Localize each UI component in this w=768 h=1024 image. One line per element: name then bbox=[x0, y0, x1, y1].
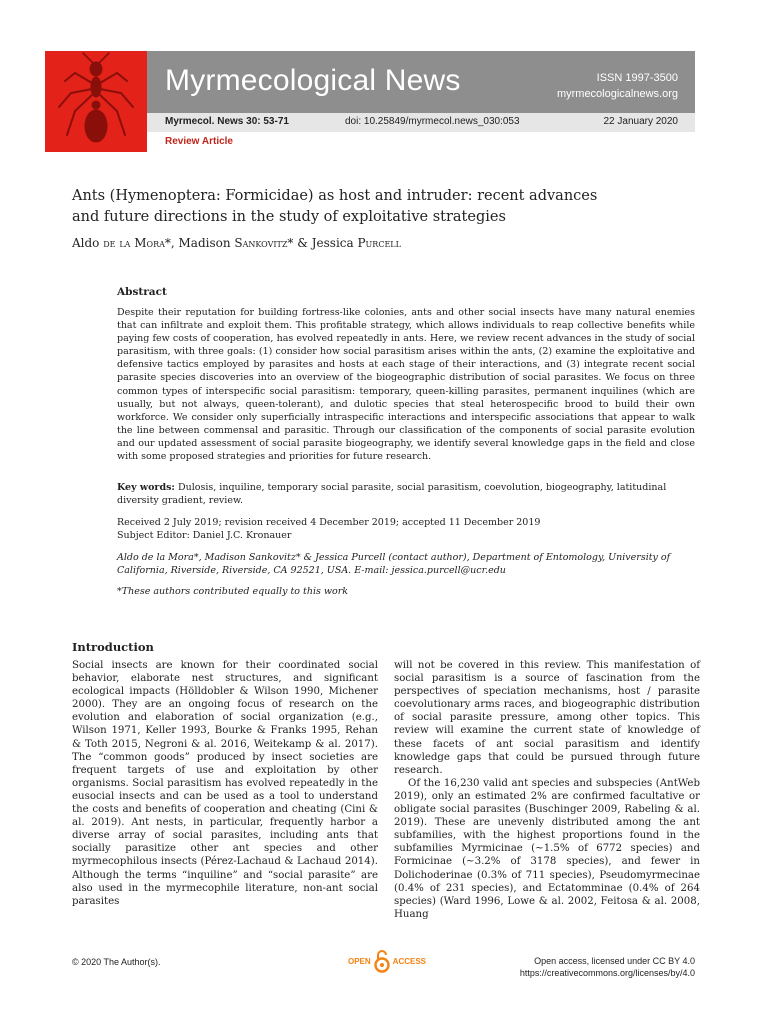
citation: Myrmecol. News 30: 53-71 bbox=[165, 116, 289, 127]
article-title bbox=[72, 186, 692, 228]
doi[interactable]: doi: 10.25849/myrmecol.news_030:053 bbox=[345, 116, 520, 127]
oa-access-label: ACCESS bbox=[392, 956, 427, 966]
author-sep-1: *, Madison bbox=[164, 236, 235, 250]
body-column-right bbox=[394, 659, 700, 921]
article-type: Review Article bbox=[165, 136, 233, 147]
author-sep-2: * & Jessica bbox=[287, 236, 358, 250]
journal-logo-block bbox=[45, 51, 147, 152]
publication-date: 22 January 2020 bbox=[603, 116, 678, 127]
history bbox=[117, 516, 695, 542]
author-list bbox=[72, 236, 401, 250]
abstract-heading: Abstract bbox=[117, 286, 167, 298]
open-access-logo bbox=[348, 948, 426, 974]
intro-paragraph-2: Of the 16,230 valid ant species and subspecies (AntWeb 2019), only an estimated 2% are confirmed facultative or obligate social parasites (Buschinger 2009, Rabeling & al. 2019). These are unevenly distributed among the ant subfamilies, with the highest proportions found in the subfamilies Myrmicinae (~1.5% of 6772 species) and Formicinae (~3.2% of 3178 species), and fewer in Dolichoderinae (0.3% of 711 species), Pseudomyrmecinae (0.4% of 231 species), and Ectatomminae (0.4% of 264 species) (Ward 1996, Lowe & al. 2002, Feitosa & al. 2008, Huang bbox=[394, 777, 700, 920]
journal-website[interactable]: myrmecologicalnews.org bbox=[556, 88, 678, 100]
body-column-left bbox=[72, 659, 378, 908]
keywords-label: Key words: bbox=[117, 482, 175, 493]
ant-logo-icon bbox=[45, 51, 147, 152]
affiliation: Aldo de la Mora*, Madison Sankovitz* & Jessica Purcell (contact author), Department of Entomology, University of California, Riverside, Riverside, CA 92521, USA. E-mail: jessica.purcell@ucr.edu bbox=[117, 552, 671, 577]
journal-title: Myrmecological News bbox=[165, 64, 461, 97]
abstract-text: Despite their reputation for building fortress-like colonies, ants and other social insects have many natural enemies that can infiltrate and exploit them. This profitable strategy, which allows individuals to reap collective benefits while paying few costs of cooperation, has evolved repeatedly in ants. Here, we review recent advances in the study of social parasitism, with three goals: (1) consider how social parasitism arises within the ants, (2) examine the exploitative and defensive tactics employed by parasites and hosts at each stage of their interactions, and (3) integrate recent social parasite species discoveries into an overview of the biogeographic distribution of social parasites. We focus on three common types of interspecific social parasitism: temporary, queen-killing parasites, permanent inquilines (which are usually, but not always, queen-tolerant), and dulotic species that steal heterospecific brood to build their own workforce. We consider only superficially intraspecific interactions and interspecific associations that appear to walk the line between commensal and parasitic. Through our classification of the components of social parasite evolution and our updated assessment of social parasite biogeography, we identify several knowledge gaps in the field and close with some proposed strategies and priorities for future research. bbox=[117, 307, 695, 463]
license-link[interactable]: https://creativecommons.org/licenses/by/4.0 bbox=[519, 968, 695, 978]
received-dates: Received 2 July 2019; revision received 4 December 2019; accepted 11 December 2019 bbox=[117, 517, 541, 528]
open-access-lock-icon bbox=[374, 949, 390, 973]
intro-paragraph-1: Social insects are known for their coordinated social behavior, elaborate nest structures, and significant ecological impacts (Hölldobler & Wilson 1990, Michener 2000). They are an ongoing focus of research on the evolution and elaboration of social organization (e.g., Wilson 1971, Keller 1993, Bourke & Franks 1995, Rehan & Toth 2015, Negroni & al. 2016, Weitekamp & al. 2017). The “common goods” produced by insect societies are frequent targets of use and exploitation by other organisms. Social parasitism has evolved repeatedly in the eusocial insects and can be used as a tool to understand the costs and benefits of cooperation and cheating (Cini & al. 2019). Ant nests, in particular, frequently harbor a diverse array of social parasites, including ants that socially parasitize other ant species and other myrmecophilous insects (Pérez-Lachaud & Lachaud 2014). Although the terms “inquiline” and “social parasite” are also used in the myrmecophile literature, non-ant social parasites bbox=[72, 660, 378, 907]
introduction-heading: Introduction bbox=[72, 640, 154, 654]
copyright: © 2020 The Author(s). bbox=[72, 957, 161, 967]
license-statement: Open access, licensed under CC BY 4.0 bbox=[534, 956, 695, 966]
intro-paragraph-1-cont: will not be covered in this review. This manifestation of social parasitism is a source of fascination from the perspectives of speciation mechanisms, host / parasite coevolutionary arms races, and biogeographic distribution of social parasite pressure, among other topics. This review will examine the current state of knowledge of these facets of ant social parasitism and identify knowledge gaps that could be pursued through future research. bbox=[394, 660, 700, 776]
license bbox=[470, 955, 695, 979]
keywords bbox=[117, 481, 695, 507]
article-title-line-2: and future directions in the study of exploitative strategies bbox=[72, 209, 506, 225]
journal-issn-block bbox=[520, 70, 678, 102]
author-2-last: Sankovitz bbox=[234, 236, 288, 250]
keywords-text: Dulosis, inquiline, temporary social parasite, social parasitism, coevolution, biogeography, latitudinal diversity gradient, review. bbox=[117, 482, 667, 507]
equal-contribution-note: *These authors contributed equally to this work bbox=[117, 586, 349, 597]
oa-open-label: OPEN bbox=[348, 956, 371, 966]
subject-editor: Subject Editor: Daniel J.C. Kronauer bbox=[117, 530, 292, 542]
author-3-last: Purcell bbox=[357, 236, 401, 250]
author-1-last: de la Mora bbox=[103, 236, 165, 250]
article-title-line-1: Ants (Hymenoptera: Formicidae) as host and intruder: recent advances bbox=[72, 188, 598, 204]
issn: ISSN 1997-3500 bbox=[596, 72, 678, 84]
author-1-first: Aldo bbox=[72, 236, 100, 250]
